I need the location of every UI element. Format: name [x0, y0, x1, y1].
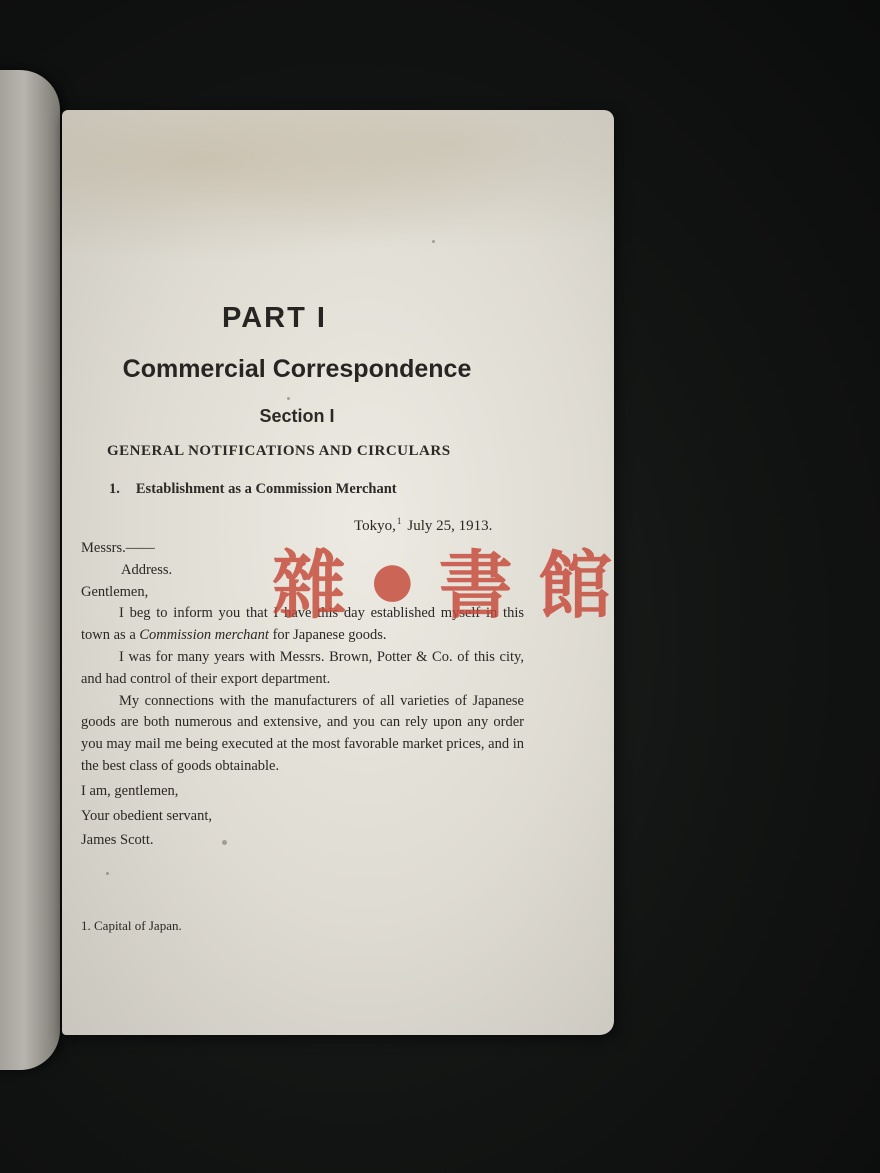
part-title: PART I: [222, 302, 327, 334]
paragraph-text: for Japanese goods.: [268, 627, 387, 644]
letter-address: Address.: [121, 561, 173, 578]
letter-recipient: Messrs.——: [81, 540, 155, 556]
letter-closing: Your obedient servant,: [81, 807, 213, 824]
letter-dateline: [354, 516, 492, 535]
letter-signature: James Scott.: [81, 832, 154, 849]
water-stain: [62, 110, 614, 280]
section-title: Section I: [259, 406, 335, 426]
paper-speck: [287, 397, 290, 400]
dateline-date: July 25, 1913.: [407, 518, 493, 534]
paper-speck: [106, 872, 109, 875]
letter-closing: I am, gentlemen,: [81, 782, 179, 799]
footnote-mark: 1: [396, 516, 402, 526]
paragraph-italic-text: Commission merchant: [139, 627, 269, 644]
left-page-edge: [0, 70, 60, 1070]
paper-speck: [432, 240, 435, 243]
dateline-place: Tokyo,: [354, 518, 396, 534]
letter-salutation: Gentlemen,: [81, 583, 149, 600]
stamp-character: 館: [537, 543, 612, 629]
item-number: 1.: [109, 481, 120, 497]
section-subheading: GENERAL NOTIFICATIONS AND CIRCULARS: [107, 443, 451, 459]
chapter-title: Commercial Correspondence: [122, 355, 472, 383]
item-title: Establishment as a Commission Merchant: [135, 481, 397, 497]
letter-paragraph: [81, 603, 524, 647]
item-heading: [109, 481, 397, 498]
letter-paragraph: I was for many years with Messrs. Brown, Potter & Co. of this city, and had control of their export department.: [81, 648, 524, 687]
letter-body: [81, 538, 524, 852]
stamp-character: 書: [438, 543, 513, 629]
stamp-character: 雜: [272, 543, 346, 629]
footnote: 1. Capital of Japan.: [81, 918, 182, 933]
paragraph-text: I beg to inform you that I have this day established myself in this town as a: [81, 605, 524, 644]
book-page: [62, 110, 614, 1035]
letter-paragraph: My connections with the manufacturers of all varieties of Japanese goods are both numerous and extensive, and you can rely upon any order you may mail me being executed at the most favorable market prices, and in the best class of goods obtainable.: [81, 692, 524, 774]
stamp-separator: ●: [371, 552, 414, 608]
